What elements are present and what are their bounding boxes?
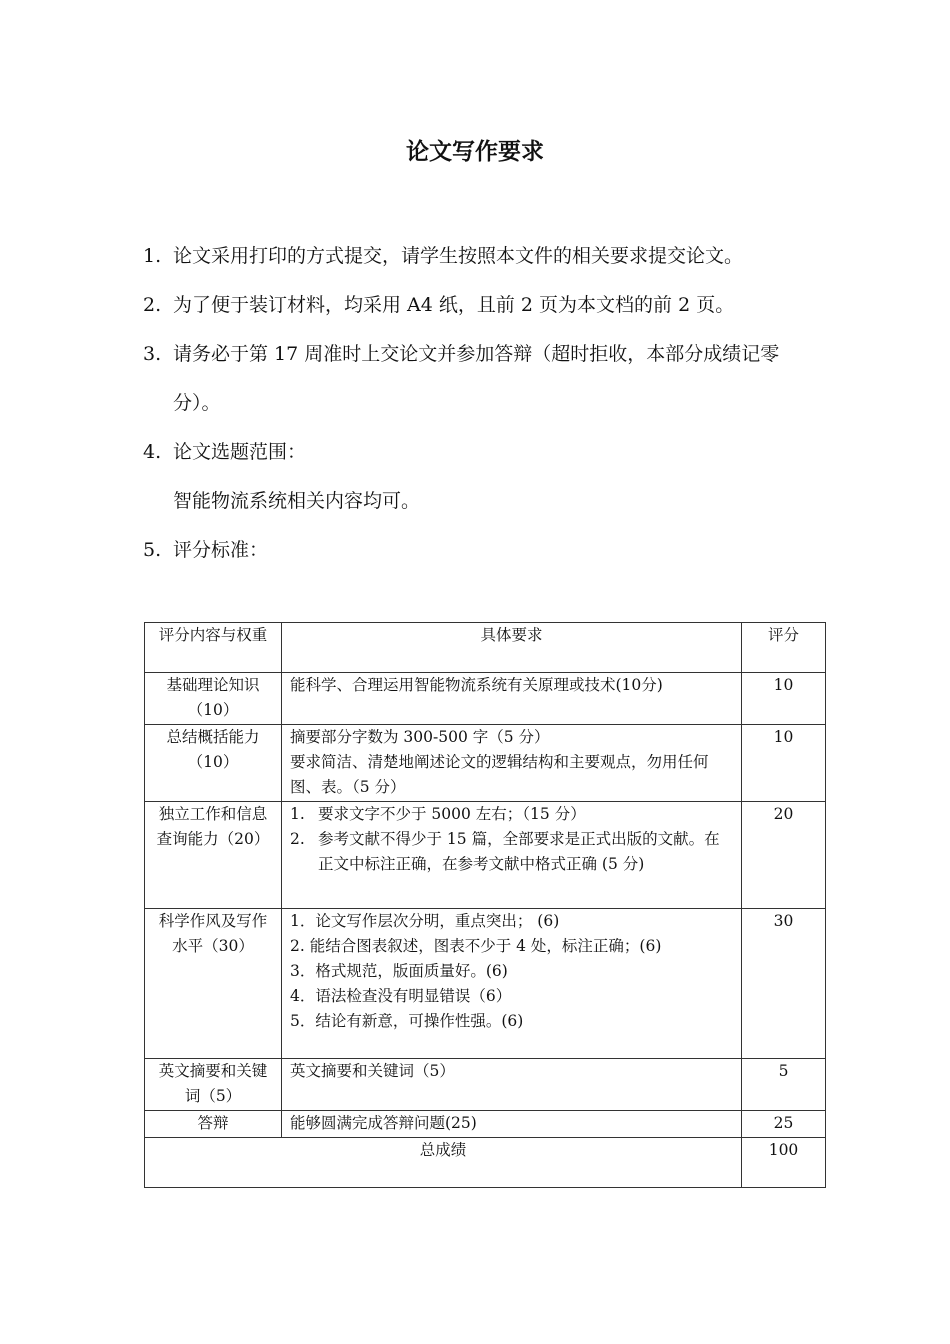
row-score: 20 bbox=[742, 802, 826, 909]
table-row bbox=[145, 1111, 826, 1138]
table-row bbox=[145, 802, 826, 909]
requirement-number: 2. bbox=[290, 830, 305, 848]
table-total-row bbox=[145, 1138, 826, 1188]
header-category: 评分内容与权重 bbox=[145, 623, 282, 673]
requirement-text: 参考文献不得少于 15 篇，全部要求是正式出版的文献。在正文中标注正确，在参考文献中格式正确 (5 分) bbox=[318, 830, 720, 873]
list-item bbox=[143, 281, 823, 330]
item-number: 5. bbox=[143, 539, 162, 561]
list-item bbox=[143, 232, 823, 281]
requirement-line: 2. 能结合图表叙述，图表不少于 4 处，标注正确；(6) bbox=[290, 937, 662, 955]
requirement-number: 1. bbox=[290, 805, 305, 823]
table-row bbox=[145, 673, 826, 725]
header-score: 评分 bbox=[742, 623, 826, 673]
requirement-list-item bbox=[290, 802, 733, 827]
item-number: 1. bbox=[143, 245, 162, 267]
document-title: 论文写作要求 bbox=[406, 138, 544, 165]
requirement-line: 1．论文写作层次分明，重点突出； (6) bbox=[290, 912, 560, 930]
list-item bbox=[143, 428, 823, 477]
header-requirements: 具体要求 bbox=[282, 623, 742, 673]
requirement-line: 5．结论有新意，可操作性强。(6) bbox=[290, 1012, 524, 1030]
row-category: 总结概括能力（10） bbox=[145, 725, 282, 802]
row-category: 独立工作和信息查询能力（20） bbox=[145, 802, 282, 909]
topic-scope-text: 智能物流系统相关内容均可。 bbox=[173, 490, 421, 512]
item-text: 论文采用打印的方式提交，请学生按照本文件的相关要求提交论文。 bbox=[173, 245, 744, 267]
row-score: 30 bbox=[742, 909, 826, 1059]
requirement-line: 能够圆满完成答辩问题(25) bbox=[290, 1114, 477, 1132]
total-score: 100 bbox=[742, 1138, 826, 1188]
requirement-text: 要求文字不少于 5000 左右；（15 分） bbox=[318, 805, 586, 823]
item-text: 论文选题范围： bbox=[173, 441, 307, 463]
requirement-line: 能科学、合理运用智能物流系统有关原理或技术(10分) bbox=[290, 676, 663, 694]
table-header-row bbox=[145, 623, 826, 673]
row-requirements bbox=[282, 725, 742, 802]
grading-table bbox=[144, 622, 826, 1188]
row-category: 答辩 bbox=[145, 1111, 282, 1138]
row-score: 10 bbox=[742, 725, 826, 802]
row-score: 5 bbox=[742, 1059, 826, 1111]
row-requirements bbox=[282, 673, 742, 725]
row-requirements bbox=[282, 1059, 742, 1111]
requirement-line: 3．格式规范，版面质量好。(6) bbox=[290, 962, 508, 980]
item-text: 请务必于第 17 周准时上交论文并参加答辩（超时拒收，本部分成绩记零分）。 bbox=[173, 343, 780, 414]
item-text: 评分标准： bbox=[173, 539, 269, 561]
row-category: 英文摘要和关键词（5） bbox=[145, 1059, 282, 1111]
table-row bbox=[145, 1059, 826, 1111]
requirement-line: 要求简洁、清楚地阐述论文的逻辑结构和主要观点，勿用任何图、表。（5 分） bbox=[290, 753, 709, 796]
row-requirements bbox=[282, 1111, 742, 1138]
row-score: 10 bbox=[742, 673, 826, 725]
row-category: 基础理论知识（10） bbox=[145, 673, 282, 725]
row-requirements bbox=[282, 909, 742, 1059]
requirements-list bbox=[143, 232, 823, 575]
list-item bbox=[143, 330, 823, 428]
total-label: 总成绩 bbox=[145, 1138, 742, 1188]
table-row bbox=[145, 909, 826, 1059]
item-number: 3. bbox=[143, 343, 162, 365]
item-number: 2. bbox=[143, 294, 162, 316]
row-score: 25 bbox=[742, 1111, 826, 1138]
row-category: 科学作风及写作水平（30） bbox=[145, 909, 282, 1059]
requirement-line: 4．语法检查没有明显错误（6） bbox=[290, 987, 512, 1005]
table-row bbox=[145, 725, 826, 802]
item-number: 4. bbox=[143, 441, 162, 463]
requirement-line: 摘要部分字数为 300-500 字（5 分） bbox=[290, 728, 550, 746]
requirement-line: 英文摘要和关键词（5） bbox=[290, 1062, 455, 1080]
list-item bbox=[143, 526, 823, 575]
requirement-list-item bbox=[290, 827, 733, 877]
item-text: 为了便于装订材料，均采用 A4 纸，且前 2 页为本文档的前 2 页。 bbox=[173, 294, 735, 316]
row-requirements bbox=[282, 802, 742, 909]
